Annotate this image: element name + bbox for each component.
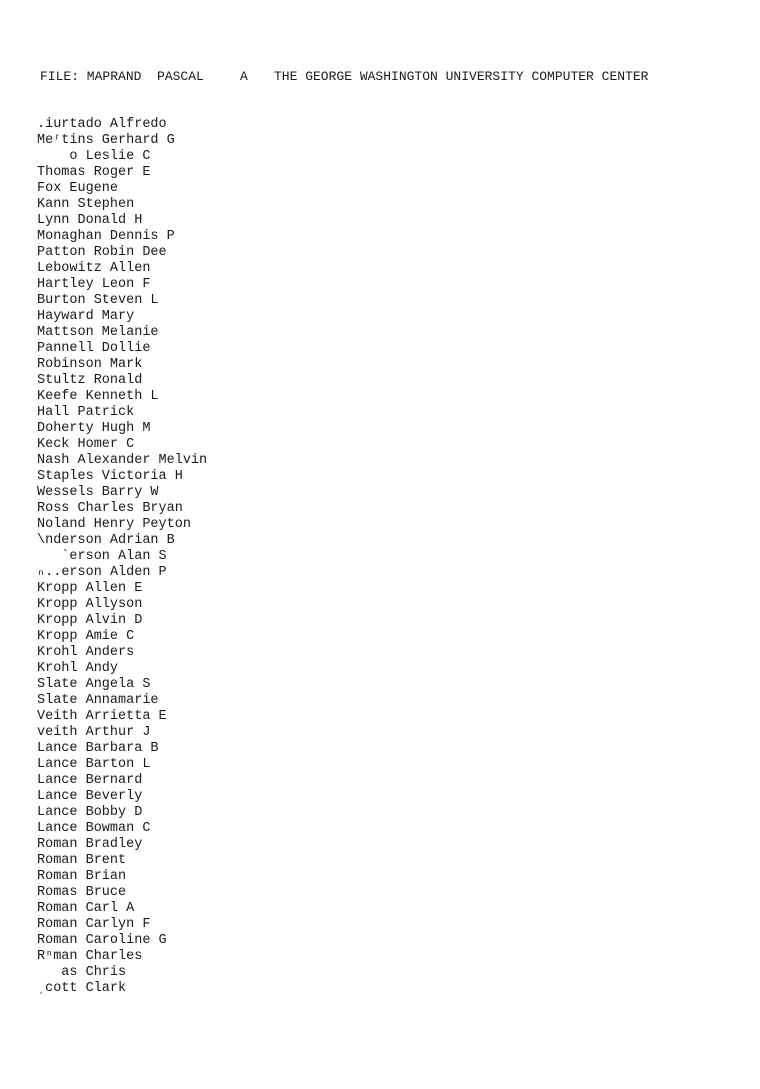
list-item: Lance Bernard — [37, 773, 143, 788]
list-item: \nderson Adrian B — [37, 533, 175, 548]
list-item: Thomas Roger E — [37, 165, 151, 180]
list-item: Slate Angela S — [37, 677, 151, 692]
list-item: Roman Caroline G — [37, 933, 167, 948]
list-item: Mattson Melanie — [37, 325, 159, 340]
list-item: Fox Eugene — [37, 181, 119, 196]
list-item: Lynn Donald H — [37, 213, 143, 228]
list-item: Roman Carl A — [37, 901, 135, 916]
list-item: Kropp Allyson — [37, 597, 143, 612]
list-item: Roman Brent — [37, 853, 127, 868]
revision-label: A — [240, 69, 248, 84]
list-item: Doherty Hugh M — [37, 421, 151, 436]
list-item: Krohl Anders — [37, 645, 135, 660]
list-item: ˌcott Clark — [37, 981, 127, 996]
institution-name: THE GEORGE WASHINGTON UNIVERSITY COMPUTER CENTER — [274, 69, 649, 84]
list-item: Lance Bobby D — [37, 805, 143, 820]
list-item: veith Arthur J — [37, 725, 151, 740]
list-item: Hall Patrick — [37, 405, 135, 420]
list-item: Lance Bowman C — [37, 821, 151, 836]
list-item: Monaghan Dennis P — [37, 229, 175, 244]
list-item: Roman Carlyn F — [37, 917, 151, 932]
list-item: Noland Henry Peyton — [37, 517, 191, 532]
list-item: Burton Steven L — [37, 293, 159, 308]
list-item: Kann Stephen — [37, 197, 135, 212]
list-item: Kropp Amie C — [37, 629, 135, 644]
list-item: Roman Bradley — [37, 837, 143, 852]
list-item: Veith Arrietta E — [37, 709, 167, 724]
list-item: Lance Beverly — [37, 789, 143, 804]
list-item: Rⁿman Charles — [37, 949, 143, 964]
list-item: ₙ..erson Alden P — [37, 565, 167, 580]
file-label: FILE: MAPRAND PASCAL — [40, 69, 204, 84]
page-header — [40, 68, 648, 86]
list-item: Roman Brian — [37, 869, 127, 884]
list-item: o Leslie C — [37, 149, 151, 164]
list-item: Kropp Alvin D — [37, 613, 143, 628]
list-item: Lance Barbara B — [37, 741, 159, 756]
list-item: Pannell Dollie — [37, 341, 151, 356]
list-item: Hartley Leon F — [37, 277, 151, 292]
list-item: Robinson Mark — [37, 357, 143, 372]
list-item: Stultz Ronald — [37, 373, 143, 388]
list-item: as Chris — [37, 965, 127, 980]
list-item: Lebowitz Allen — [37, 261, 151, 276]
list-item: Wessels Barry W — [37, 485, 159, 500]
list-item: Meʳtins Gerhard G — [37, 133, 175, 148]
list-item: .iurtado Alfredo — [37, 117, 167, 132]
list-item: Romas Bruce — [37, 885, 127, 900]
list-item: Keck Homer C — [37, 437, 135, 452]
list-item: Kropp Allen E — [37, 581, 143, 596]
list-item: Nash Alexander Melvin — [37, 453, 208, 468]
list-item: Lance Barton L — [37, 757, 151, 772]
list-item: Staples Victoria H — [37, 469, 183, 484]
list-item: Hayward Mary — [37, 309, 135, 324]
list-item: Ross Charles Bryan — [37, 501, 183, 516]
list-item: `erson Alan S — [37, 549, 167, 564]
list-item: Slate Annamarie — [37, 693, 159, 708]
name-list — [37, 117, 207, 997]
list-item: Patton Robin Dee — [37, 245, 167, 260]
list-item: Krohl Andy — [37, 661, 119, 676]
list-item: Keefe Kenneth L — [37, 389, 159, 404]
